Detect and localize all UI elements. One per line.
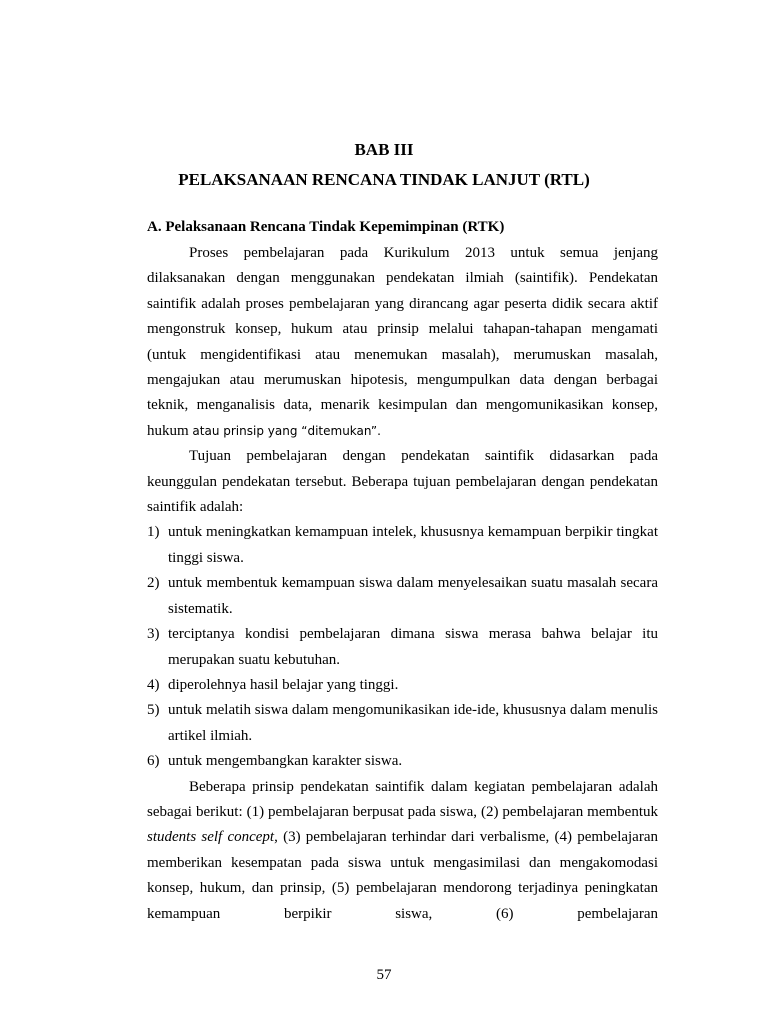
list-item: [147, 673, 658, 698]
paragraph-1-tail: atau prinsip yang “ditemukan”.: [192, 423, 381, 438]
list-item-text: untuk melatih siswa dalam mengomunikasikan ide-ide, khususnya dalam menulis artikel ilmiah.: [168, 702, 658, 744]
page-number: 57: [376, 967, 392, 983]
list-number: 4): [147, 676, 160, 693]
list-item: [147, 698, 658, 749]
paragraph-1-text: Proses pembelajaran pada Kurikulum 2013 untuk semua jenjang dilaksanakan dengan menggunakan pendekatan ilmiah (saintifik). Pendekatan saintifik adalah proses pembelajaran yang dirancang agar peserta didik secara aktif mengonstruk konsep, hukum atau prinsip melalui tahapan-tahapan mengamati (untuk mengidentifikasi atau menemukan masalah), merumuskan masalah, mengajukan atau merumuskan hipotesis, mengumpulkan data dengan berbagai teknik, menganalisis data, menarik kesimpulan dan mengomunikasikan konsep, hukum: [147, 245, 658, 439]
list-number: 6): [147, 753, 160, 770]
paragraph-3-text-b: , (3) pembelajaran terhindar dari verbalisme, (4) pembelajaran memberikan kesempatan pada siswa untuk mengasimilasi dan mengakomodasi konsep, hukum, dan prinsip, (5) pembelajaran mendorong terjadinya peningkatan kemampuan berpikir siswa, (6) pembelajaran: [147, 829, 658, 922]
paragraph-3: [147, 775, 658, 927]
paragraph-3-italic-term: students self concept: [147, 829, 275, 846]
section-heading: A. Pelaksanaan Rencana Tindak Kepemimpinan (RTK): [147, 219, 505, 235]
list-item-text: diperolehnya hasil belajar yang tinggi.: [168, 676, 399, 693]
list-number: 3): [147, 626, 160, 643]
body-text: [147, 241, 658, 927]
list-number: 1): [147, 524, 160, 541]
list-item: [147, 571, 658, 622]
paragraph-3-text-a: Beberapa prinsip pendekatan saintifik dalam kegiatan pembelajaran adalah sebagai berikut: (1) pembelajaran berpusat pada siswa, (2) pembelajaran membentuk: [147, 778, 658, 820]
list-item-text: untuk mengembangkan karakter siswa.: [168, 753, 403, 770]
list-item: [147, 749, 658, 774]
list-item-text: untuk membentuk kemampuan siswa dalam menyelesaikan suatu masalah secara sistematik.: [168, 575, 658, 617]
list-item: [147, 520, 658, 571]
paragraph-1: [147, 241, 658, 444]
objectives-list: [147, 520, 658, 774]
chapter-number: BAB III: [354, 140, 414, 159]
chapter-title: PELAKSANAAN RENCANA TINDAK LANJUT (RTL): [178, 170, 590, 189]
paragraph-2: Tujuan pembelajaran dengan pendekatan saintifik didasarkan pada keunggulan pendekatan tersebut. Beberapa tujuan pembelajaran dengan pendekatan saintifik adalah:: [147, 448, 658, 516]
list-number: 5): [147, 702, 160, 719]
list-item-text: untuk meningkatkan kemampuan intelek, khususnya kemampuan berpikir tingkat tinggi siswa.: [168, 524, 658, 566]
list-item: [147, 622, 658, 673]
list-item-text: terciptanya kondisi pembelajaran dimana siswa merasa bahwa belajar itu merupakan suatu kebutuhan.: [168, 626, 658, 668]
list-number: 2): [147, 575, 160, 592]
